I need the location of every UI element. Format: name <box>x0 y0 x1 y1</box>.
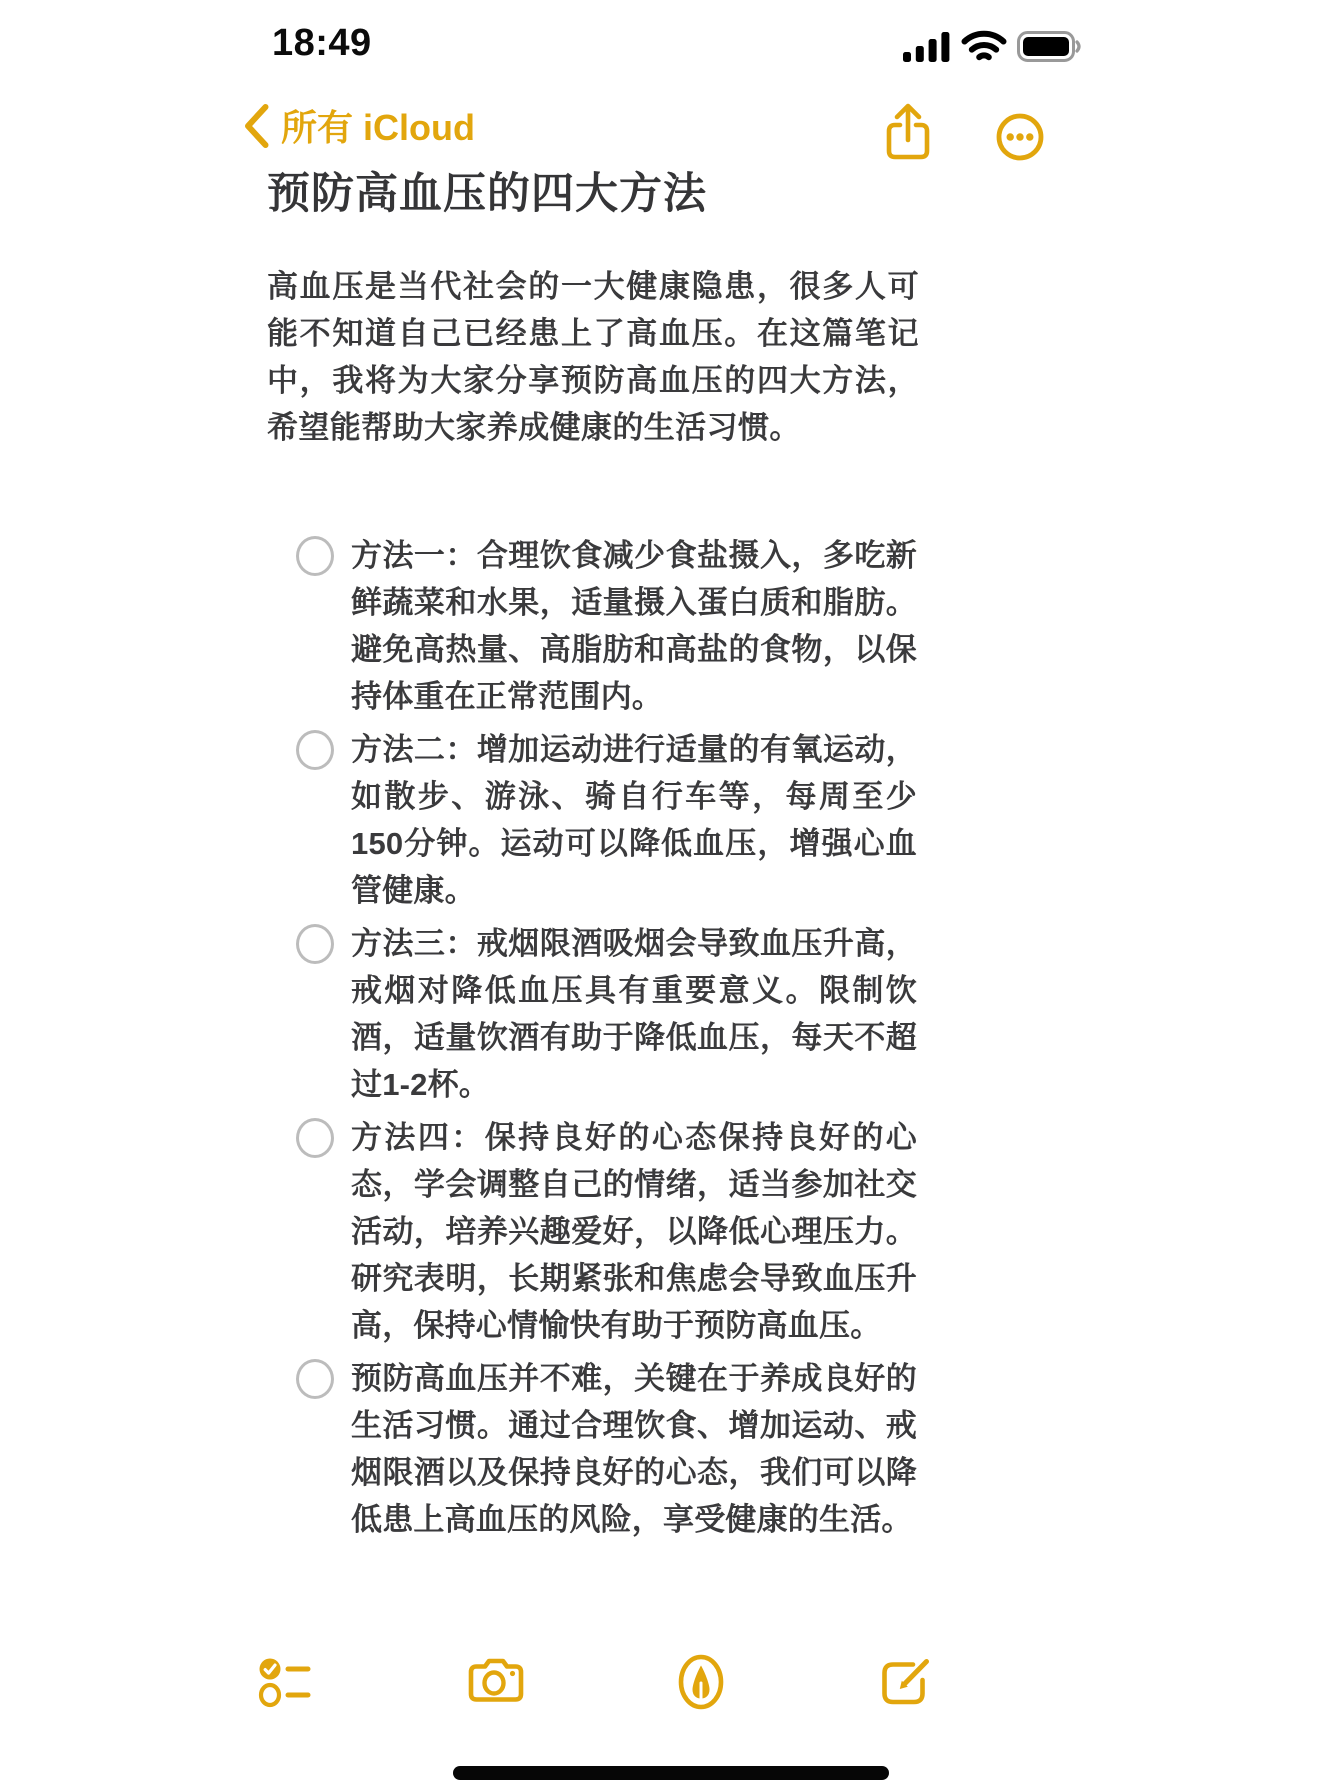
battery-icon <box>1017 30 1081 64</box>
checklist-circle[interactable] <box>296 1359 334 1399</box>
checklist-item-text[interactable]: 预防高血压并不难，关键在于养成良好的生活习惯。通过合理饮食、增加运动、戒烟限酒以及保持良好的心态，我们可以降低患上高血压的风险，享受健康的生活。 <box>351 1361 917 1537</box>
share-icon <box>882 100 934 164</box>
checklist-circle[interactable] <box>296 924 334 964</box>
checklist-item <box>267 532 947 720</box>
checklist-item <box>267 726 947 914</box>
markup-button[interactable] <box>677 1654 725 1710</box>
checklist-circle[interactable] <box>296 536 334 576</box>
note-title[interactable]: 预防高血压的四大方法 <box>267 170 707 218</box>
checklist-circle[interactable] <box>296 1118 334 1158</box>
checklist-icon <box>258 1656 314 1708</box>
compose-button[interactable] <box>878 1654 934 1710</box>
note-intro-paragraph[interactable]: 高血压是当代社会的一大健康隐患，很多人可能不知道自己已经患上了高血压。在这篇笔记中，我将为大家分享预防高血压的四大方法，希望能帮助大家养成健康的生活习惯。 <box>267 269 919 445</box>
camera-icon <box>467 1658 525 1706</box>
checklist-item <box>267 1355 947 1543</box>
back-chevron-icon <box>243 102 269 150</box>
checklist-item-text[interactable]: 方法一：合理饮食减少食盐摄入，多吃新鲜蔬菜和水果，适量摄入蛋白质和脂肪。避免高热量、高脂肪和高盐的食物，以保持体重在正常范围内。 <box>351 538 917 714</box>
markup-icon <box>677 1654 725 1710</box>
status-bar-time: 18:49 <box>272 22 372 64</box>
compose-icon <box>878 1654 934 1710</box>
camera-button[interactable] <box>467 1658 525 1706</box>
checklist-item-text[interactable]: 方法三：戒烟限酒吸烟会导致血压升高，戒烟对降低血压具有重要意义。限制饮酒，适量饮酒有助于降低血压，每天不超过1-2杯。 <box>351 926 917 1102</box>
bottom-toolbar <box>258 1654 934 1710</box>
checklist-item-text[interactable]: 方法二：增加运动进行适量的有氧运动，如散步、游泳、骑自行车等，每周至少150分钟。运动可以降低血压，增强心血管健康。 <box>351 732 917 908</box>
checklist-item <box>267 920 947 1108</box>
checklist-item <box>267 1114 947 1349</box>
more-options-icon <box>995 112 1045 162</box>
back-button[interactable] <box>243 100 475 151</box>
checklist-item-text[interactable]: 方法四：保持良好的心态保持良好的心态，学会调整自己的情绪，适当参加社交活动，培养兴趣爱好，以降低心理压力。研究表明，长期紧张和焦虑会导致血压升高，保持心情愉快有助于预防高血压。 <box>351 1120 917 1343</box>
checklist-button[interactable] <box>258 1656 314 1708</box>
cellular-signal-icon <box>903 30 951 64</box>
more-options-button[interactable] <box>995 112 1045 162</box>
status-bar-icons <box>903 30 1081 64</box>
checklist-circle[interactable] <box>296 730 334 770</box>
wifi-icon <box>961 30 1007 64</box>
home-indicator[interactable] <box>453 1766 889 1780</box>
back-button-label: 所有 iCloud <box>281 107 475 148</box>
checklist <box>267 532 947 1543</box>
share-button[interactable] <box>882 100 934 164</box>
